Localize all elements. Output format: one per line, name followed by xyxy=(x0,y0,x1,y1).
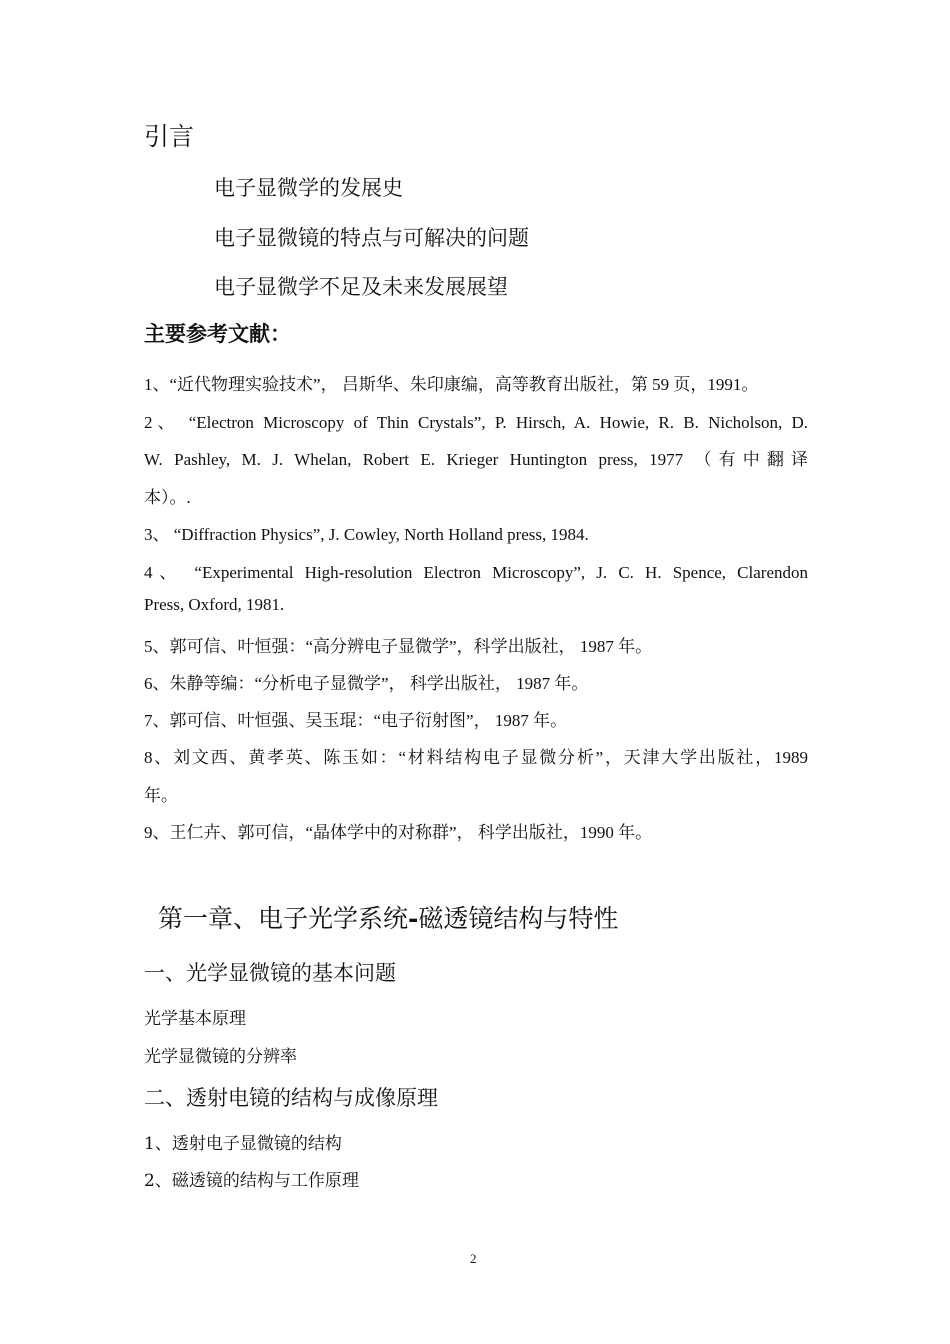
page-number: 2 xyxy=(470,1251,477,1266)
references-title: 主要参考文献： xyxy=(144,322,291,346)
section-title: 一、光学显微镜的基本问题 xyxy=(144,961,396,985)
intro-item: 电子显微镜的特点与可解决的问题 xyxy=(214,226,529,250)
reference-line: W. Pashley, M. J. Whelan, Robert E. Krieger Huntington press, 1977 （有中翻译 xyxy=(144,450,808,469)
section-item: 2、磁透镜的结构与工作原理 xyxy=(144,1171,359,1191)
chapter-title-part: 磁透镜结构与特性 xyxy=(418,904,619,933)
section-item: 1、透射电子显微镜的结构 xyxy=(144,1134,342,1154)
intro-heading: 引言 xyxy=(144,122,195,151)
reference-line: 6、朱静等编：“分析电子显微学”， 科学出版社， 1987 年。 xyxy=(144,674,589,693)
section-item: 光学显微镜的分辨率 xyxy=(144,1047,297,1067)
chapter-title-dash: - xyxy=(408,904,419,933)
reference-line: 年。 xyxy=(144,786,178,805)
intro-item: 电子显微学的发展史 xyxy=(214,176,403,200)
reference-line: 9、王仁卉、郭可信，“晶体学中的对称群”， 科学出版社，1990 年。 xyxy=(144,823,653,842)
section-title: 二、透射电镜的结构与成像原理 xyxy=(144,1086,438,1110)
reference-line: Press, Oxford, 1981. xyxy=(144,595,285,614)
reference-line: 5、郭可信、叶恒强：“高分辨电子显微学”，科学出版社， 1987 年。 xyxy=(144,637,653,656)
reference-line: 4、 “Experimental High-resolution Electron Microscopy”, J. C. H. Spence, Clarendon xyxy=(144,563,808,582)
reference-line: 2、 “Electron Microscopy of Thin Crystals”, P. Hirsch, A. Howie, R. B. Nicholson, D. xyxy=(144,413,808,432)
reference-line: 8、刘文西、黄孝英、陈玉如：“材料结构电子显微分析”，天津大学出版社，1989 xyxy=(144,748,808,767)
reference-line: 3、 “Diffraction Physics”, J. Cowley, North Holland press, 1984. xyxy=(144,525,589,544)
chapter-title-part: 第一章、电子光学系统 xyxy=(158,904,409,933)
reference-line: 7、郭可信、叶恒强、吴玉琨：“电子衍射图”， 1987 年。 xyxy=(144,711,568,730)
intro-item: 电子显微学不足及未来发展展望 xyxy=(214,275,508,299)
chapter-title xyxy=(158,899,618,935)
section-item: 光学基本原理 xyxy=(144,1009,246,1029)
reference-line: 本）。. xyxy=(144,488,191,507)
reference-line: 1、“近代物理实验技术”， 吕斯华、朱印康编，高等教育出版社，第 59 页，1991。 xyxy=(144,375,759,394)
